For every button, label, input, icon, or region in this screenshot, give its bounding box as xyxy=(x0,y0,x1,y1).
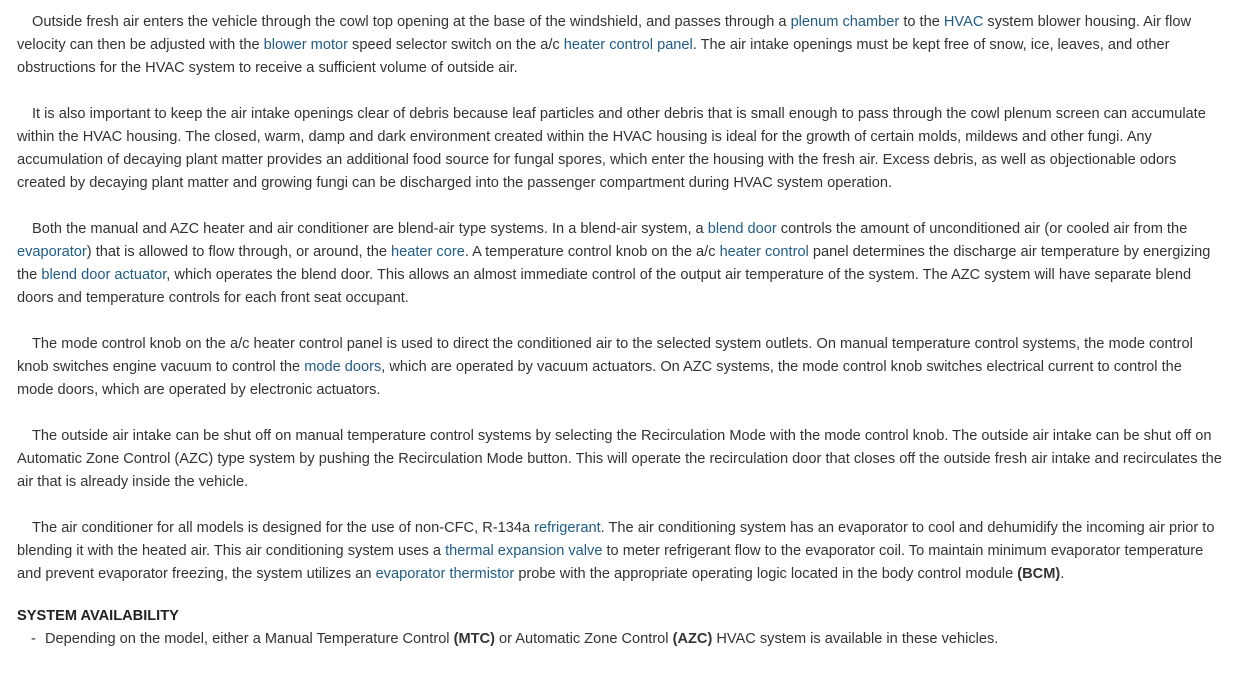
heater-control-panel-link[interactable]: heater control panel xyxy=(563,37,693,53)
heater-core-link[interactable]: heater core xyxy=(391,244,465,260)
text-run: to meter refrigerant flow to the evaporator coil. To maintain minimum evaporator temperature and prevent evaporator freezing, the system utilizes an xyxy=(17,543,1204,582)
text-run: panel determines the discharge air temperature by energizing the xyxy=(17,244,1211,283)
heater-control-link[interactable]: heater control xyxy=(719,244,809,260)
text-run: , which are operated by vacuum actuators. On AZC systems, the mode control knob switches electrical current to control the mode doors, which are operated by electronic actuators. xyxy=(17,359,1182,398)
evaporator-thermistor-link[interactable]: evaporator thermistor xyxy=(375,566,515,582)
bold-term: (MTC) xyxy=(453,631,495,647)
blend-door-actuator-link[interactable]: blend door actuator xyxy=(41,267,167,283)
refrigerant-link[interactable]: refrigerant xyxy=(534,520,601,536)
text-run: or Automatic Zone Control xyxy=(494,631,673,647)
paragraph-debris xyxy=(17,103,1222,195)
hvac-link[interactable]: HVAC xyxy=(943,14,984,30)
text-run: Both the manual and AZC heater and air conditioner are blend-air type systems. In a blend-air system, a xyxy=(32,221,708,237)
thermal-expansion-valve-link[interactable]: thermal expansion valve xyxy=(445,543,603,559)
system-availability-list xyxy=(17,628,1222,651)
text-run: speed selector switch on the a/c xyxy=(348,37,564,53)
paragraph-blend-air xyxy=(17,218,1222,310)
list-item-text xyxy=(45,628,998,651)
paragraph-mode-control xyxy=(17,333,1222,402)
blower-motor-link[interactable]: blower motor xyxy=(263,37,348,53)
text-run: controls the amount of unconditioned air (or cooled air from the xyxy=(776,221,1188,237)
paragraph-air-conditioner xyxy=(17,517,1222,586)
text-run: ) that is allowed to flow through, or around, the xyxy=(86,244,391,260)
text-run: . xyxy=(1060,566,1065,582)
blend-door-link[interactable]: blend door xyxy=(707,221,777,237)
mode-doors-link[interactable]: mode doors xyxy=(304,359,382,375)
section-heading-system-availability: SYSTEM AVAILABILITY xyxy=(17,608,179,624)
text-run: . The air conditioning system has an evaporator to cool and dehumidify the incoming air prior to blending it with the heated air. This air conditioning system uses a xyxy=(17,520,1215,559)
text-run: HVAC system is available in these vehicles. xyxy=(712,631,999,647)
bold-term: (BCM) xyxy=(1017,566,1061,582)
list-item xyxy=(31,628,1222,651)
text-run: , which operates the blend door. This allows an almost immediate control of the output air temperature of the system. The AZC system will have separate blend doors and temperature controls for each front seat occupant. xyxy=(17,267,1192,306)
text-run: probe with the appropriate operating logic located in the body control module xyxy=(514,566,1018,582)
text-run: The air conditioner for all models is designed for the use of non-CFC, R-134a xyxy=(32,520,535,536)
evaporator-link[interactable]: evaporator xyxy=(17,244,87,260)
bullet-dash: - xyxy=(31,631,36,647)
text-run: . The air intake openings must be kept free of snow, ice, leaves, and other obstructions for the HVAC system to receive a sufficient volume of outside air. xyxy=(17,37,1170,76)
text-run: Depending on the model, either a Manual Temperature Control xyxy=(45,631,454,647)
text-run: It is also important to keep the air intake openings clear of debris because leaf particles and other debris that is small enough to pass through the cowl plenum screen can accumulate within the HVAC housing. The closed, warm, damp and dark environment created within the HVAC housing is ideal for the growth of certain molds, mildews and other fungi. Any accumulation of decaying plant matter provides an additional food source for fungal spores, which enter the housing with the fresh air. Excess debris, as well as objectionable odors created by decaying plant matter and growing fungi can be discharged into the passenger compartment during HVAC system operation. xyxy=(17,106,1206,191)
text-run: to the xyxy=(899,14,944,30)
text-run: system blower housing. Air flow velocity can then be adjusted with the xyxy=(17,14,1191,53)
text-run: Outside fresh air enters the vehicle through the cowl top opening at the base of the windshield, and passes through a xyxy=(32,14,791,30)
plenum-chamber-link[interactable]: plenum chamber xyxy=(790,14,900,30)
text-run: The outside air intake can be shut off on manual temperature control systems by selecting the Recirculation Mode with the mode control knob. The outside air intake can be shut off on Automatic Zone Control (AZC) type system by pushing the Recirculation Mode button. This will operate the recirculation door that closes off the outside fresh air intake and recirculates the air that is already inside the vehicle. xyxy=(17,428,1222,490)
paragraph-air-intake xyxy=(17,11,1222,80)
text-run: . A temperature control knob on the a/c xyxy=(464,244,720,260)
paragraph-recirculation xyxy=(17,425,1222,494)
text-run: The mode control knob on the a/c heater control panel is used to direct the conditioned air to the selected system outlets. On manual temperature control systems, the mode control knob switches engine vacuum to control the xyxy=(17,336,1193,375)
bold-term: (AZC) xyxy=(672,631,713,647)
